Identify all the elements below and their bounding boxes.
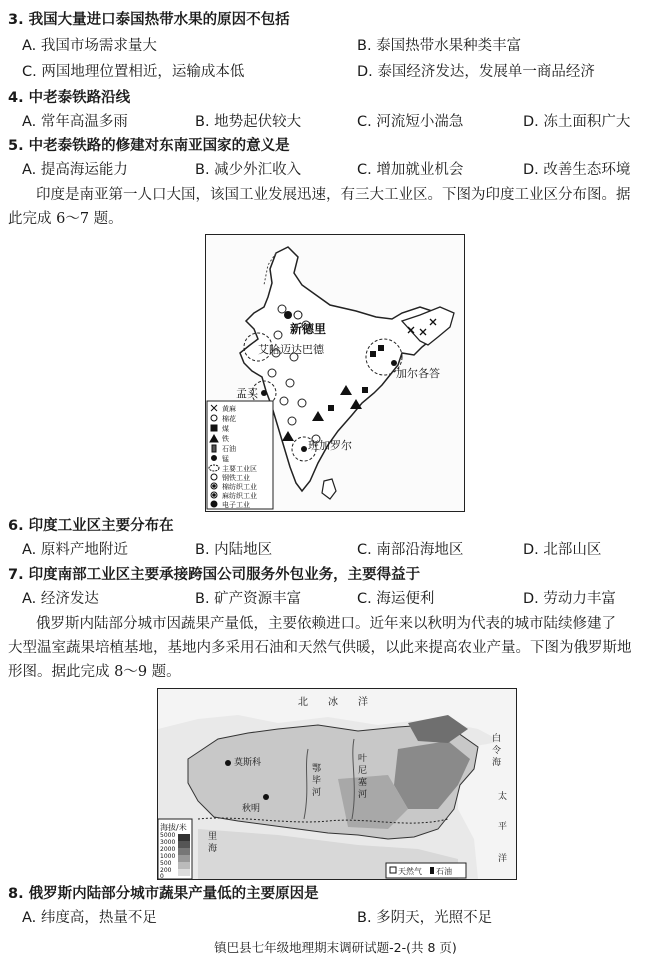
svg-text:河: 河 — [358, 790, 368, 800]
question-stem: 3. 我国大量进口泰国热带水果的原因不包括 — [8, 12, 290, 28]
option-a[interactable]: A. 纬度高，热量不足 — [22, 910, 157, 926]
svg-text:2000: 2000 — [160, 846, 176, 853]
intro-line: 印度是南亚第一人口大国，该国工业发展迅速，有三大工业区。下图为印度工业区分布图。据 — [36, 187, 631, 203]
label-tyumen: 秋明 — [242, 804, 261, 814]
svg-text:3000: 3000 — [160, 839, 176, 846]
kolkata-point — [391, 360, 397, 366]
tyumen-point — [263, 794, 269, 800]
label-ahmedabad: 艾哈迈达巴德 — [258, 343, 324, 356]
svg-text:里: 里 — [208, 832, 218, 842]
option-a[interactable]: A. 提高海运能力 — [22, 162, 128, 178]
page-footer: 镇巴县七年级地理期末调研试题-2-(共 8 页) — [214, 940, 457, 955]
svg-text:叶: 叶 — [358, 754, 368, 764]
option-b[interactable]: B. 泰国热带水果种类丰富 — [357, 38, 522, 54]
elevation-title: 海拔/米 — [160, 823, 187, 832]
question-3 — [0, 8, 671, 32]
options-row — [0, 110, 671, 134]
svg-text:鄂: 鄂 — [312, 764, 322, 774]
option-d[interactable]: D. 劳动力丰富 — [523, 591, 616, 607]
intro-line: 大型温室蔬果培植基地，基地内多采用石油和天然气供暖，以此来提高农业产量。下图为俄罗斯地 — [8, 640, 632, 656]
svg-text:500: 500 — [160, 860, 172, 867]
legend-cotton: 棉花 — [222, 415, 236, 423]
option-b[interactable]: B. 矿产资源丰富 — [195, 591, 302, 607]
river-label-ob — [312, 763, 321, 798]
question-5 — [0, 134, 671, 158]
option-c[interactable]: C. 增加就业机会 — [357, 162, 464, 178]
option-b[interactable]: B. 内陆地区 — [195, 542, 273, 558]
svg-text:平: 平 — [498, 822, 508, 832]
intro-line: 此完成 6～7 题。 — [8, 211, 123, 227]
legend-jute-textile: 麻纺织工业 — [222, 492, 257, 500]
svg-text:5000: 5000 — [160, 832, 176, 839]
label-mumbai: 孟买 — [236, 387, 258, 400]
svg-text:太: 太 — [498, 792, 508, 802]
svg-text:白: 白 — [492, 734, 502, 744]
intro-russia — [8, 612, 660, 684]
question-stem: 6. 印度工业区主要分布在 — [8, 518, 174, 534]
india-industry-map — [205, 234, 465, 512]
svg-text:毕: 毕 — [312, 776, 322, 786]
svg-text:令: 令 — [492, 746, 502, 756]
svg-text:塞: 塞 — [358, 778, 368, 788]
intro-line: 俄罗斯内陆部分城市因蔬果产量低，主要依赖进口。近年来以秋明为代表的城市陆续修建了 — [36, 616, 616, 632]
options-row — [0, 34, 671, 58]
question-stem: 5. 中老泰铁路的修建对东南亚国家的意义是 — [8, 138, 290, 154]
legend-manganese: 锰 — [222, 455, 229, 463]
option-a[interactable]: A. 常年高温多雨 — [22, 114, 128, 130]
mumbai-point — [261, 390, 267, 396]
option-c[interactable]: C. 海运便利 — [357, 591, 435, 607]
bangalore-point — [301, 446, 307, 452]
question-7 — [0, 563, 671, 587]
legend-electronics: 电子工业 — [222, 501, 250, 509]
options-row — [0, 587, 671, 611]
options-row — [0, 60, 671, 84]
legend-jute: 黄麻 — [222, 405, 236, 413]
russia-terrain-map — [157, 688, 517, 880]
svg-text:0: 0 — [160, 873, 164, 879]
label-kolkata: 加尔各答 — [396, 367, 440, 380]
legend-iron: 铁 — [222, 435, 229, 443]
gas-icon — [390, 867, 396, 873]
legend-oil: 石油 — [436, 867, 452, 876]
option-c[interactable]: C. 河流短小湍急 — [357, 114, 464, 130]
delhi-point-2 — [294, 311, 302, 319]
svg-text:海: 海 — [208, 844, 218, 854]
intro-india — [8, 183, 660, 231]
legend-gas: 天然气 — [398, 867, 422, 876]
option-b[interactable]: B. 多阴天，光照不足 — [357, 910, 493, 926]
svg-text:洋: 洋 — [498, 854, 508, 864]
svg-text:尼: 尼 — [358, 766, 368, 776]
label-moscow: 莫斯科 — [234, 758, 262, 768]
question-4 — [0, 86, 671, 110]
legend-steel: 钢铁工业 — [222, 474, 250, 482]
label-delhi: 新德里 — [290, 322, 327, 336]
option-c[interactable]: C. 南部沿海地区 — [357, 542, 464, 558]
question-stem: 4. 中老泰铁路沿线 — [8, 90, 131, 106]
option-a[interactable]: A. 原料产地附近 — [22, 542, 128, 558]
question-stem: 8. 俄罗斯内陆部分城市蔬果产量低的主要原因是 — [8, 886, 319, 902]
russia-map-svg — [158, 689, 516, 879]
options-row — [0, 158, 671, 182]
india-map-svg — [206, 235, 464, 511]
moscow-point — [225, 760, 231, 766]
option-d[interactable]: D. 泰国经济发达，发展单一商品经济 — [357, 64, 595, 80]
option-d[interactable]: D. 北部山区 — [523, 542, 602, 558]
option-a[interactable]: A. 经济发达 — [22, 591, 99, 607]
sri-lanka — [322, 479, 336, 499]
option-c[interactable]: C. 两国地理位置相近，运输成本低 — [22, 64, 245, 80]
legend-zone: 主要工业区 — [222, 465, 257, 473]
question-8 — [0, 882, 671, 906]
label-bering-sea — [492, 732, 501, 768]
option-a[interactable]: A. 我国市场需求量大 — [22, 38, 157, 54]
legend-cotton-textile: 棉纺织工业 — [222, 483, 257, 491]
oil-icon — [430, 867, 434, 874]
intro-line: 形图。据此完成 8～9 题。 — [8, 664, 181, 680]
elevation-swatches — [178, 834, 190, 876]
label-bangalore: 班加罗尔 — [308, 439, 352, 452]
question-6 — [0, 514, 671, 538]
option-d[interactable]: D. 改善生态环境 — [523, 162, 631, 178]
options-row — [0, 538, 671, 562]
legend-oil: 石油 — [222, 445, 236, 453]
svg-text:河: 河 — [312, 788, 322, 798]
legend-coal: 煤 — [222, 425, 229, 433]
svg-text:200: 200 — [160, 867, 172, 874]
option-b[interactable]: B. 地势起伏较大 — [195, 114, 302, 130]
question-stem: 7. 印度南部工业区主要承接跨国公司服务外包业务，主要得益于 — [8, 567, 421, 583]
svg-text:1000: 1000 — [160, 853, 176, 860]
option-d[interactable]: D. 冻土面积广大 — [523, 114, 631, 130]
svg-text:海: 海 — [492, 758, 502, 768]
delhi-point — [284, 311, 292, 319]
options-row — [0, 906, 671, 930]
label-arctic-ocean: 北 冰 洋 — [298, 697, 368, 708]
option-b[interactable]: B. 减少外汇收入 — [195, 162, 302, 178]
